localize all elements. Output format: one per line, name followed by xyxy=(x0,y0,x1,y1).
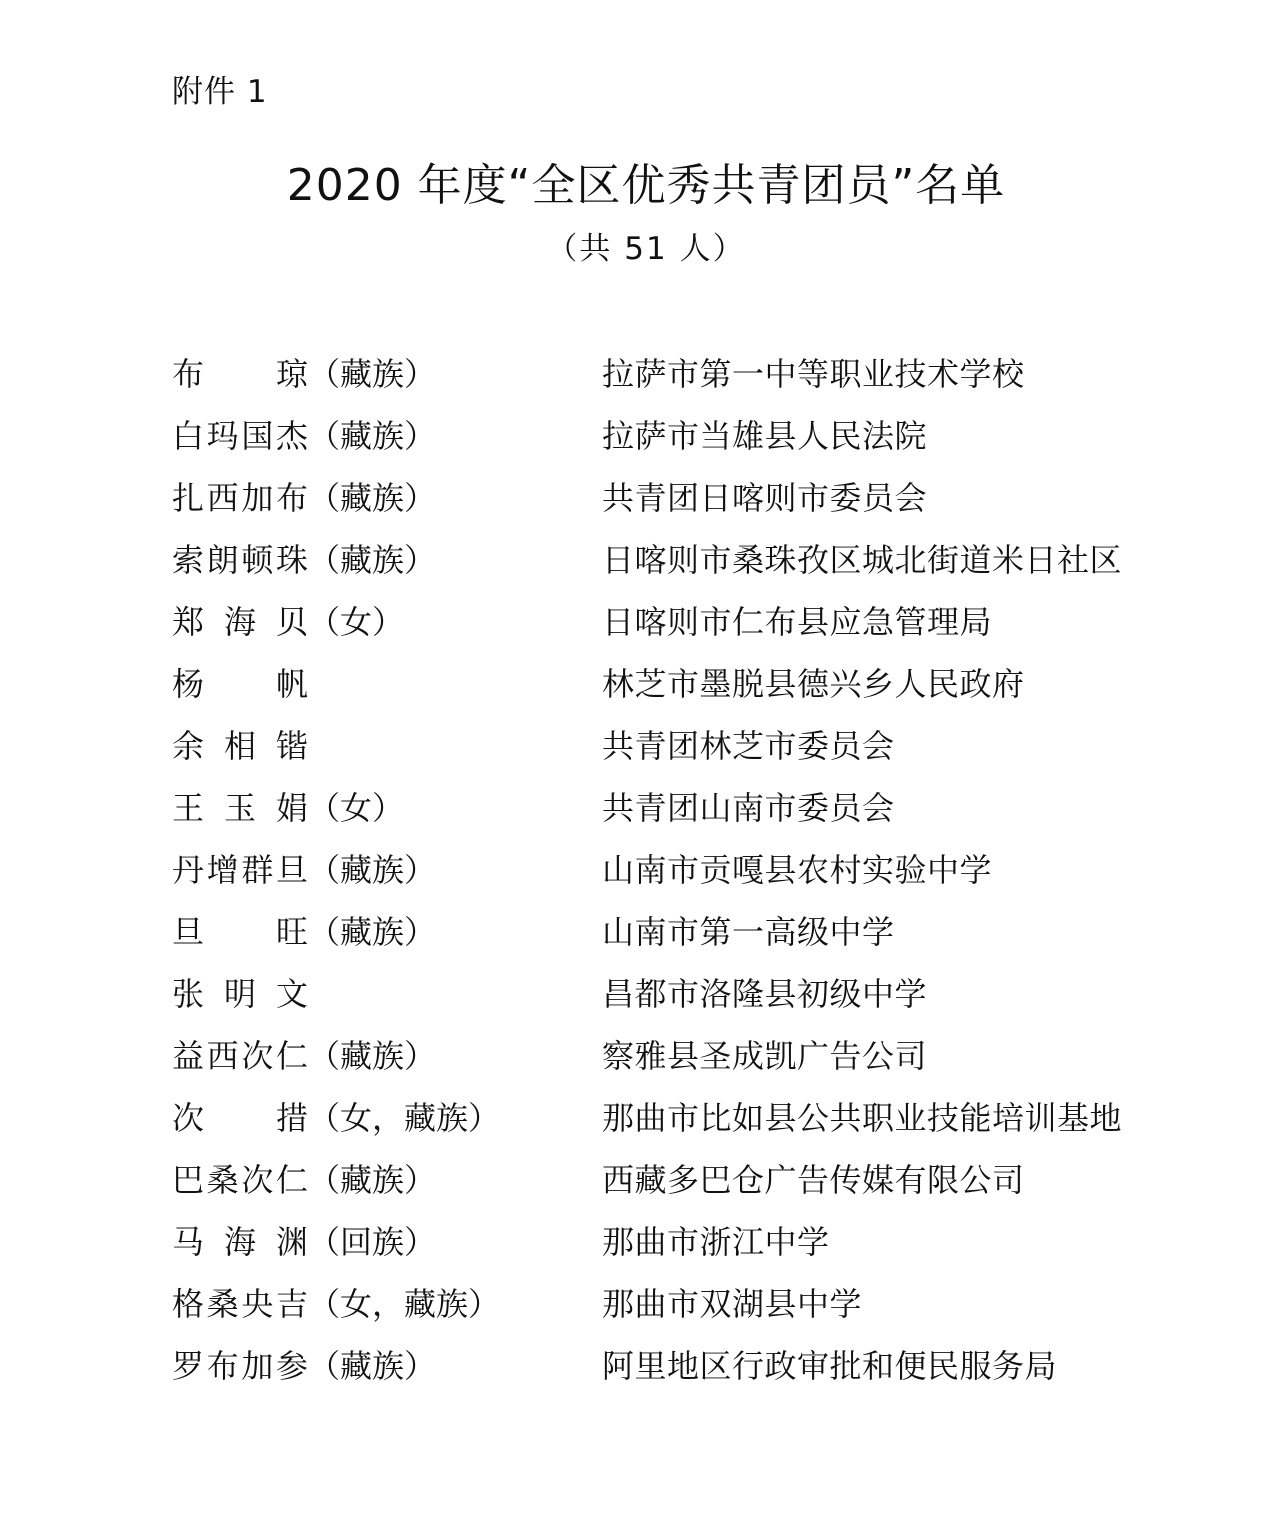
name-cell xyxy=(172,901,436,963)
list-item xyxy=(0,653,1280,715)
member-organization: 那曲市比如县公共职业技能培训基地 xyxy=(602,1099,1123,1137)
document-title: 2020 年度“全区优秀共青团员”名单 xyxy=(286,160,1006,211)
list-item xyxy=(0,963,1280,1025)
name-cell xyxy=(172,653,308,715)
member-name: 罗布加参 xyxy=(172,1347,308,1385)
member-name: 丹增群旦 xyxy=(172,851,308,889)
member-list xyxy=(0,343,1280,1397)
member-organization: 林芝市墨脱县德兴乡人民政府 xyxy=(602,665,1025,703)
member-note: （藏族） xyxy=(308,1347,437,1385)
list-item xyxy=(0,1335,1280,1397)
member-name: 白玛国杰 xyxy=(172,417,308,455)
list-item xyxy=(0,405,1280,467)
member-name: 布琼 xyxy=(172,355,308,393)
member-name: 巴桑次仁 xyxy=(172,1161,308,1199)
member-organization: 拉萨市当雄县人民法院 xyxy=(602,417,928,455)
member-organization: 阿里地区行政审批和便民服务局 xyxy=(602,1347,1058,1385)
list-item xyxy=(0,591,1280,653)
member-organization: 日喀则市桑珠孜区城北街道米日社区 xyxy=(602,541,1123,579)
member-name: 索朗顿珠 xyxy=(172,541,308,579)
name-cell xyxy=(172,405,436,467)
name-cell xyxy=(172,1335,436,1397)
member-organization: 共青团林芝市委员会 xyxy=(602,727,895,765)
member-name: 马海渊 xyxy=(172,1223,308,1261)
member-name: 扎西加布 xyxy=(172,479,308,517)
member-note: （藏族） xyxy=(308,479,437,517)
member-organization: 西藏多巴仓广告传媒有限公司 xyxy=(602,1161,1025,1199)
member-organization: 昌都市洛隆县初级中学 xyxy=(602,975,928,1013)
member-name: 郑海贝 xyxy=(172,603,308,641)
name-cell xyxy=(172,1273,500,1335)
member-note: （藏族） xyxy=(308,851,437,889)
list-item xyxy=(0,839,1280,901)
member-name: 杨帆 xyxy=(172,665,308,703)
name-cell xyxy=(172,343,436,405)
list-item xyxy=(0,529,1280,591)
member-note: （藏族） xyxy=(308,355,437,393)
member-organization: 山南市贡嘎县农村实验中学 xyxy=(602,851,993,889)
member-name: 格桑央吉 xyxy=(172,1285,308,1323)
name-cell xyxy=(172,1149,436,1211)
list-item xyxy=(0,1211,1280,1273)
member-note: （女） xyxy=(308,603,405,641)
member-note: （女） xyxy=(308,789,405,827)
member-organization: 共青团日喀则市委员会 xyxy=(602,479,928,517)
name-cell xyxy=(172,1211,436,1273)
name-cell xyxy=(172,467,436,529)
member-organization: 拉萨市第一中等职业技术学校 xyxy=(602,355,1025,393)
name-cell xyxy=(172,777,404,839)
list-item xyxy=(0,901,1280,963)
name-cell xyxy=(172,1025,436,1087)
member-note: （女，藏族） xyxy=(308,1285,501,1323)
member-note: （回族） xyxy=(308,1223,437,1261)
member-note: （藏族） xyxy=(308,1161,437,1199)
name-cell xyxy=(172,963,308,1025)
attachment-label: 附件 1 xyxy=(172,74,268,110)
member-note: （藏族） xyxy=(308,417,437,455)
member-name: 次措 xyxy=(172,1099,308,1137)
list-item xyxy=(0,1149,1280,1211)
member-name: 旦旺 xyxy=(172,913,308,951)
member-organization: 共青团山南市委员会 xyxy=(602,789,895,827)
list-item xyxy=(0,715,1280,777)
member-organization: 察雅县圣成凯广告公司 xyxy=(602,1037,928,1075)
member-organization: 那曲市浙江中学 xyxy=(602,1223,830,1261)
name-cell xyxy=(172,839,436,901)
member-organization: 日喀则市仁布县应急管理局 xyxy=(602,603,993,641)
document-subtitle: （共 51 人） xyxy=(546,231,746,267)
list-item xyxy=(0,467,1280,529)
name-cell xyxy=(172,529,436,591)
member-name: 余相锴 xyxy=(172,727,308,765)
member-note: （女，藏族） xyxy=(308,1099,501,1137)
list-item xyxy=(0,343,1280,405)
member-note: （藏族） xyxy=(308,541,437,579)
member-organization: 那曲市双湖县中学 xyxy=(602,1285,863,1323)
name-cell xyxy=(172,715,308,777)
member-name: 益西次仁 xyxy=(172,1037,308,1075)
member-note: （藏族） xyxy=(308,1037,437,1075)
list-item xyxy=(0,777,1280,839)
member-note: （藏族） xyxy=(308,913,437,951)
list-item xyxy=(0,1087,1280,1149)
name-cell xyxy=(172,1087,500,1149)
list-item xyxy=(0,1273,1280,1335)
member-name: 张明文 xyxy=(172,975,308,1013)
member-name: 王玉娟 xyxy=(172,789,308,827)
name-cell xyxy=(172,591,404,653)
list-item xyxy=(0,1025,1280,1087)
member-organization: 山南市第一高级中学 xyxy=(602,913,895,951)
